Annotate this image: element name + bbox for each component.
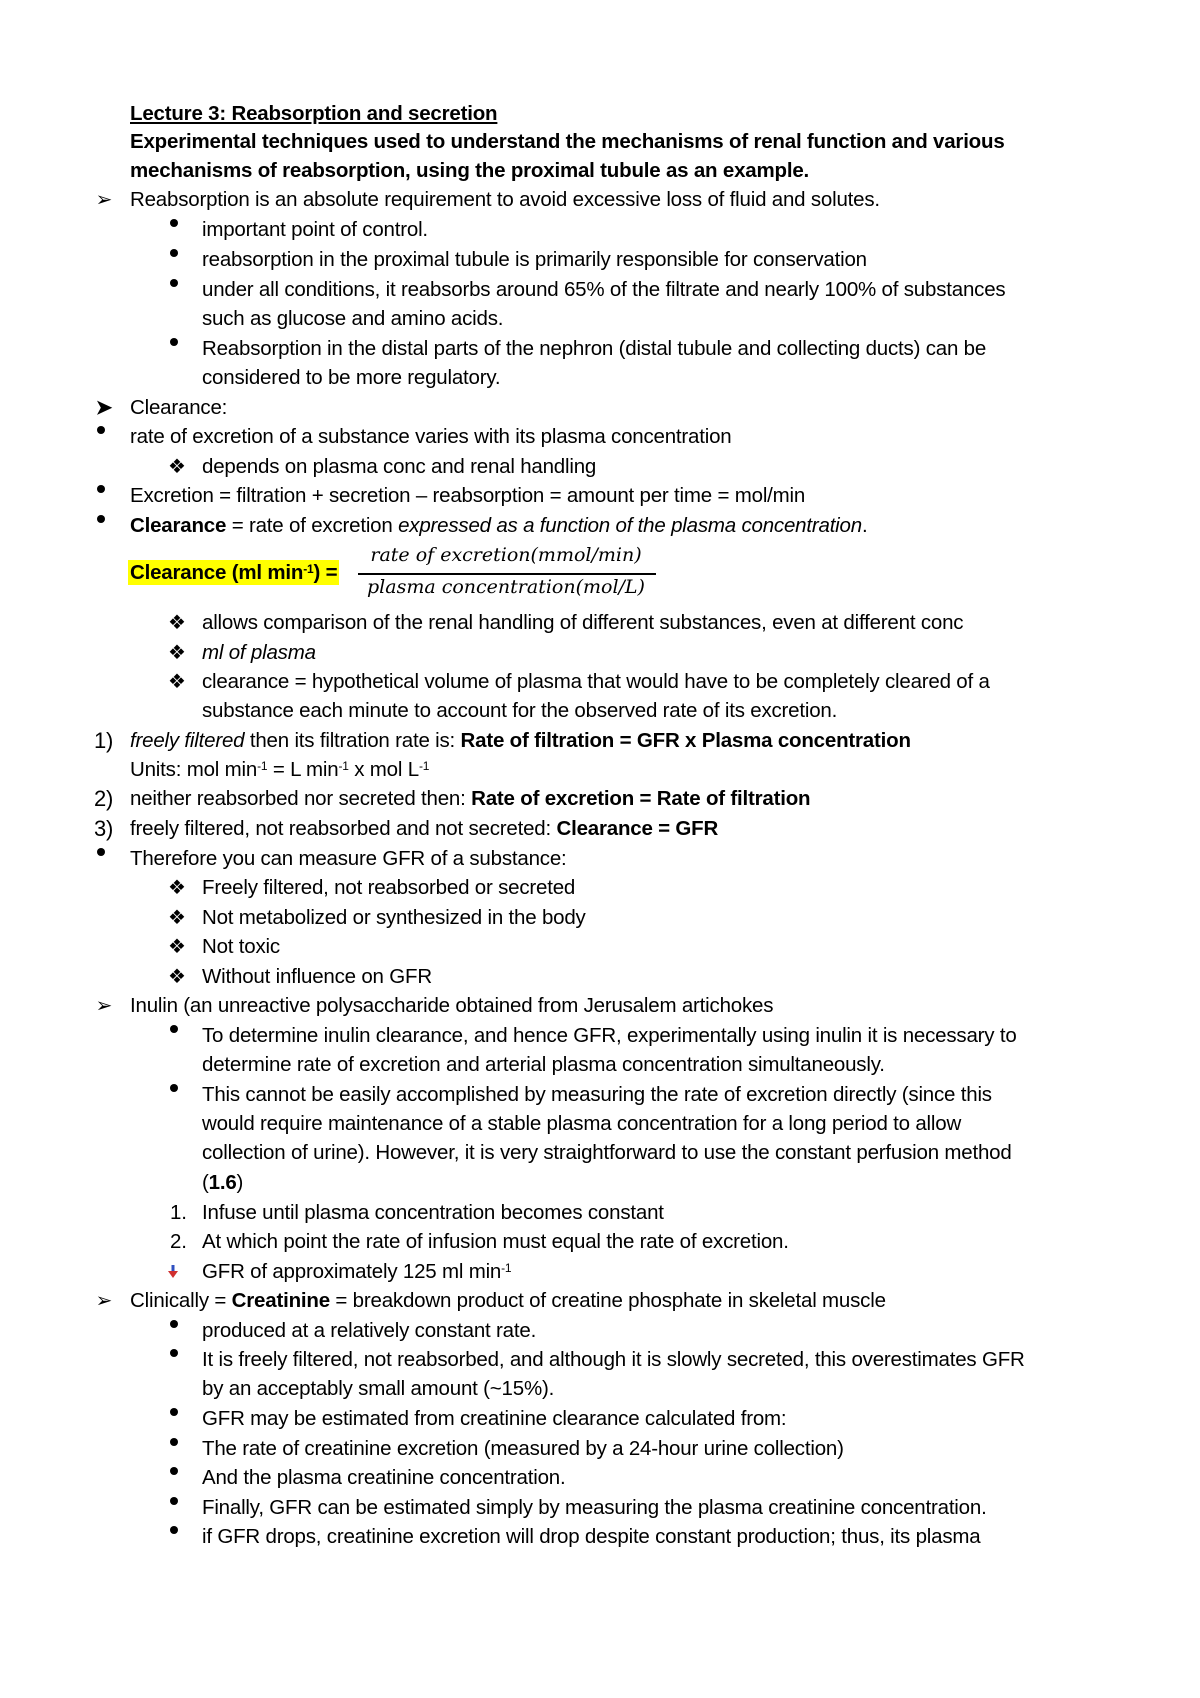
step-1-number: 1. [170,1201,187,1224]
clearance-heading: Clearance: [130,396,228,419]
units-sup-3: -1 [418,759,430,773]
creatinine-bullet-2: It is freely filtered, not reabsorbed, and although it is slowly secreted, this overestimates GFR [202,1348,1025,1371]
inulin-bullet-1-cont: determine rate of excretion and arterial plasma concentration simultaneously. [202,1053,885,1076]
numbered-item-1-bold: Rate of filtration = GFR x Plasma concentration [460,729,911,752]
units-line [130,758,429,782]
clearance-term: Clearance [130,514,227,537]
formula-label-text: Clearance (ml min [130,561,304,584]
clearance-subpoint-4-cont: substance each minute to account for the observed rate of its excretion. [202,699,838,722]
reabsorption-bullet-1: important point of control. [202,218,428,241]
bullet-icon [170,1320,178,1328]
gfr-result-text: GFR of approximately 125 ml min [202,1260,502,1283]
reabsorption-point: Reabsorption is an absolute requirement to avoid excessive loss of fluid and solutes. [130,188,880,211]
reabsorption-bullet-3-cont: such as glucose and amino acids. [202,307,504,330]
reabsorption-bullet-4: Reabsorption in the distal parts of the nephron (distal tubule and collecting ducts) can be [202,337,987,360]
creatinine-def: = breakdown product of creatine phosphate in skeletal muscle [329,1289,886,1312]
clearance-subpoint-1: depends on plasma conc and renal handling [202,455,597,478]
units-a: Units: mol min [130,758,258,781]
clearance-point-2: Excretion = filtration + secretion – reabsorption = amount per time = mol/min [130,484,806,507]
bullet-icon [170,338,178,346]
gfr-point: Therefore you can measure GFR of a substance: [130,847,567,870]
reabsorption-bullet-2: reabsorption in the proximal tubule is primarily responsible for conservation [202,248,867,271]
fraction-bar [358,573,656,575]
down-arrow-icon [168,1265,178,1279]
arrow-bullet-icon: ➢ [95,1290,113,1312]
formula-label-end: ) = [313,561,338,584]
creatinine-bullet-3: GFR may be estimated from creatinine clearance calculated from: [202,1407,787,1430]
creatinine-bullet-5: And the plasma creatinine concentration. [202,1466,566,1489]
creatinine-term: Creatinine [231,1289,330,1312]
highlight [128,560,339,585]
step-2-number: 2. [170,1230,187,1253]
paren-close: ) [236,1171,244,1194]
diamond-bullet-icon: ❖ [168,966,186,988]
number-3: 3) [94,816,114,841]
arrow-bullet-icon: ➢ [95,995,113,1017]
bullet-icon [170,1467,178,1475]
units-sup-2: -1 [338,759,349,773]
bullet-icon [97,848,105,856]
bullet-icon [97,426,105,434]
numbered-item-2-bold: Rate of excretion = Rate of filtration [471,787,811,810]
subtitle-line-2: mechanisms of reabsorption, using the proximal tubule as an example. [130,159,810,182]
arrow-bullet-icon: ➤ [95,397,113,419]
diamond-bullet-icon: ❖ [168,456,186,478]
diamond-bullet-icon: ❖ [168,907,186,929]
gfr-result [202,1260,511,1284]
gfr-criterion-4: Without influence on GFR [202,965,432,988]
clearance-subpoint-3: ml of plasma [202,641,316,664]
creatinine-bullet-6: Finally, GFR can be estimated simply by measuring the plasma creatinine concentration. [202,1496,987,1519]
diamond-bullet-icon: ❖ [168,936,186,958]
bullet-icon [170,1084,178,1092]
clearance-point-1: rate of excretion of a substance varies with its plasma concentration [130,425,732,448]
clearance-def-italic: expressed as a function of the plasma concentration [398,514,862,537]
numbered-item-1-text: then its filtration rate is: [244,729,461,752]
clearance-formula-label [128,561,339,585]
gfr-criterion-2: Not metabolized or synthesized in the body [202,906,586,929]
creatinine-prefix: Clinically = [130,1289,232,1312]
inulin-bullet-2: This cannot be easily accomplished by measuring the rate of excretion directly (since this [202,1083,992,1106]
diamond-bullet-icon: ❖ [168,642,186,664]
figure-ref: 1.6 [208,1171,237,1194]
number-2: 2) [94,786,114,811]
diamond-bullet-icon: ❖ [168,612,186,634]
units-b: = L min [267,758,339,781]
numbered-item-3-bold: Clearance = GFR [556,817,719,840]
bullet-icon [170,1408,178,1416]
bullet-icon [170,219,178,227]
creatinine-bullet-2-cont: by an acceptably small amount (~15%). [202,1377,555,1400]
inulin-bullet-1: To determine inulin clearance, and hence GFR, experimentally using inulin it is necessary to [202,1024,1017,1047]
step-1: Infuse until plasma concentration becomes constant [202,1201,664,1224]
subtitle-line-1: Experimental techniques used to understand the mechanisms of renal function and various [130,130,1005,153]
formula-label-sup: -1 [303,562,314,576]
clearance-subpoint-2: allows comparison of the renal handling of different substances, even at different conc [202,611,964,634]
arrow-bullet-icon: ➢ [95,189,113,211]
step-2: At which point the rate of infusion must equal the rate of excretion. [202,1230,789,1253]
clearance-point-3 [130,514,867,538]
numbered-item-2-text: neither reabsorbed nor secreted then: [130,787,472,810]
numbered-item-3 [130,817,718,841]
numbered-item-3-text: freely filtered, not reabsorbed and not secreted: [130,817,557,840]
units-sup-1: -1 [257,759,268,773]
reabsorption-bullet-4-cont: considered to be more regulatory. [202,366,501,389]
diamond-bullet-icon: ❖ [168,671,186,693]
numbered-item-2 [130,787,810,811]
bullet-icon [170,1025,178,1033]
creatinine-bullet-1: produced at a relatively constant rate. [202,1319,537,1342]
formula-denominator: plasma concentration(mol/L) [367,576,645,598]
bullet-icon [97,485,105,493]
inulin-bullet-2-cont-3 [202,1171,243,1195]
clearance-subpoint-4: clearance = hypothetical volume of plasma that would have to be completely cleared of a [202,670,990,693]
creatinine-bullet-7: if GFR drops, creatinine excretion will drop despite constant production; thus, its plasma [202,1525,981,1548]
lecture-heading: Lecture 3: Reabsorption and secretion [130,102,498,125]
gfr-criterion-3: Not toxic [202,935,280,958]
gfr-criterion-1: Freely filtered, not reabsorbed or secreted [202,876,576,899]
creatinine-bullet-4: The rate of creatinine excretion (measured by a 24-hour urine collection) [202,1437,844,1460]
numbered-item-1 [130,729,911,753]
bullet-icon [170,1526,178,1534]
number-1: 1) [94,728,114,753]
formula-numerator: rate of excretion(mmol/min) [370,544,642,566]
bullet-icon [97,515,105,523]
inulin-bullet-2-cont-1: would require maintenance of a stable plasma concentration for a long period to allow [202,1112,962,1135]
bullet-icon [170,249,178,257]
bullet-icon [170,279,178,287]
creatinine-point [130,1289,886,1313]
bullet-icon [170,1438,178,1446]
bullet-icon [170,1497,178,1505]
clearance-def-end: . [861,514,868,537]
clearance-def: = rate of excretion [226,514,399,537]
inulin-point: Inulin (an unreactive polysaccharide obtained from Jerusalem artichokes [130,994,774,1017]
reabsorption-bullet-3: under all conditions, it reabsorbs around 65% of the filtrate and nearly 100% of substances [202,278,1006,301]
inulin-bullet-2-cont-2: collection of urine). However, it is very straightforward to use the constant perfusion method [202,1141,1012,1164]
paren-open: ( [202,1171,209,1194]
bullet-icon [170,1349,178,1357]
numbered-item-1-italic: freely filtered [130,729,245,752]
diamond-bullet-icon: ❖ [168,877,186,899]
units-c: x mol L [348,758,419,781]
gfr-result-sup: -1 [501,1261,512,1275]
